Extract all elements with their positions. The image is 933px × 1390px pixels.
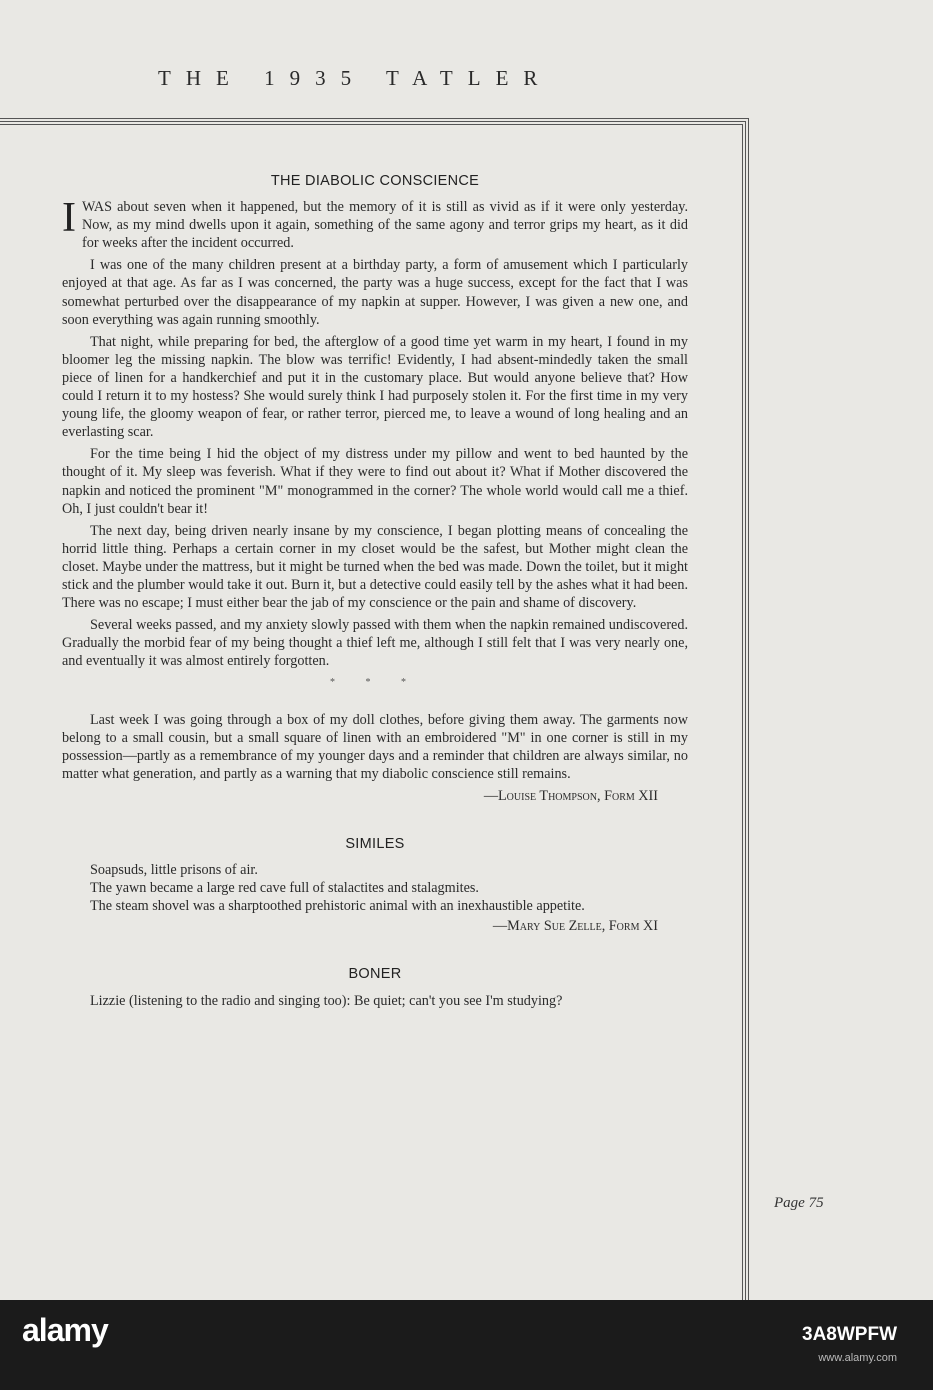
side-rule bbox=[748, 118, 749, 1300]
article-body bbox=[62, 168, 688, 1014]
paragraph: That night, while preparing for bed, the afterglow of a good time yet warm in my heart, I found in my bloomer leg the missing napkin. The blow was terrific! Evidently, I had absent-mindedly taken the small piece of linen for a handkerchief and put it in the customary place. But would anyone believe that? How could I return it to my hostess? She would surely think I had purposely stolen it. For the first time in my very young life, the gloomy weapon of fear, or rather terror, pierced me, to leave a wound of long healing and an everlasting scar. bbox=[62, 333, 688, 441]
alamy-logo: alamy bbox=[22, 1312, 108, 1348]
byline: —Louise Thompson, Form XII bbox=[483, 787, 658, 804]
paragraph: Lizzie (listening to the radio and singing too): Be quiet; can't you see I'm studying? bbox=[90, 992, 563, 1009]
paragraph: For the time being I hid the object of my distress under my pillow and went to bed haunted by the thought of it. My sleep was feverish. What if they were to find out about it? What if Mother discovered the napkin and noticed the prominent "M" monogrammed in the corner? The whole world would call me a thief. Oh, I just couldn't bear it! bbox=[62, 446, 688, 517]
page-number: Page 75 bbox=[774, 1195, 824, 1211]
drop-cap: I bbox=[62, 195, 76, 242]
paragraph: The next day, being driven nearly insane by my conscience, I began plotting means of concealing the horrid little thing. Perhaps a certain corner in my closet would be the safest, but Mother might clean the closet. Maybe under the mattress, but it might be turned when the bed was made. Down the toilet, but it might stick and the plumber would take it out. Burn it, but a detective could easily tell by the ashes what it had been. There was no escape; I must either bear the jab of my conscience or the pain and shame of discovery. bbox=[62, 522, 688, 612]
byline: —Mary Sue Zelle, Form XI bbox=[492, 918, 658, 935]
image-id: 3A8WPFW bbox=[802, 1324, 897, 1345]
paragraph: Several weeks passed, and my anxiety slowly passed with them when the napkin remained undiscovered. Gradually the morbid fear of my being thought a thief left me, although I still felt that I was very nearly one, and eventually it was almost entirely forgotten. bbox=[62, 617, 688, 670]
masthead: THE 1935 TATLER bbox=[158, 66, 553, 90]
paragraph: IWAS about seven when it happened, but the memory of it is still as vivid as if it were only yesterday. Now, as my mind dwells upon it again, something of the same agony and terror grips my heart, as it did for weeks after the incident occurred. bbox=[62, 195, 688, 252]
article-title: THE DIABOLIC CONSCIENCE bbox=[270, 173, 480, 189]
article-title: BONER bbox=[348, 966, 402, 983]
simile-line: The yawn became a large red cave full of stalactites and stalagmites. bbox=[90, 880, 479, 897]
side-rule bbox=[745, 121, 746, 1300]
top-rule bbox=[0, 121, 745, 122]
top-rule bbox=[0, 118, 748, 119]
similes-list bbox=[90, 861, 688, 915]
section-break: * * * bbox=[330, 677, 420, 689]
side-rule bbox=[742, 124, 743, 1300]
top-rule bbox=[0, 124, 742, 125]
paragraph: Last week I was going through a box of my doll clothes, before giving them away. The garments now belong to a small cousin, but a small square of linen with an embroidered "M" in one corner is still in my possession—partly as a remembrance of my younger days and a reminder that children are always similar, no matter what generation, and partly as a warning that my diabolic conscience still remains. bbox=[62, 711, 688, 782]
paragraph: I was one of the many children present at a birthday party, a form of amusement which I particularly enjoyed at that age. As far as I was concerned, the party was a huge success, except for the fact that I was somewhat perturbed over the disappearance of my napkin at supper. However, I was given a new one, and soon everything was again running smoothly. bbox=[62, 257, 688, 328]
watermark-url: www.alamy.com bbox=[818, 1352, 897, 1364]
article-title: SIMILES bbox=[345, 836, 405, 852]
simile-line: The steam shovel was a sharptoothed prehistoric animal with an inexhaustible appetite. bbox=[90, 898, 585, 915]
simile-line: Soapsuds, little prisons of air. bbox=[90, 862, 258, 879]
